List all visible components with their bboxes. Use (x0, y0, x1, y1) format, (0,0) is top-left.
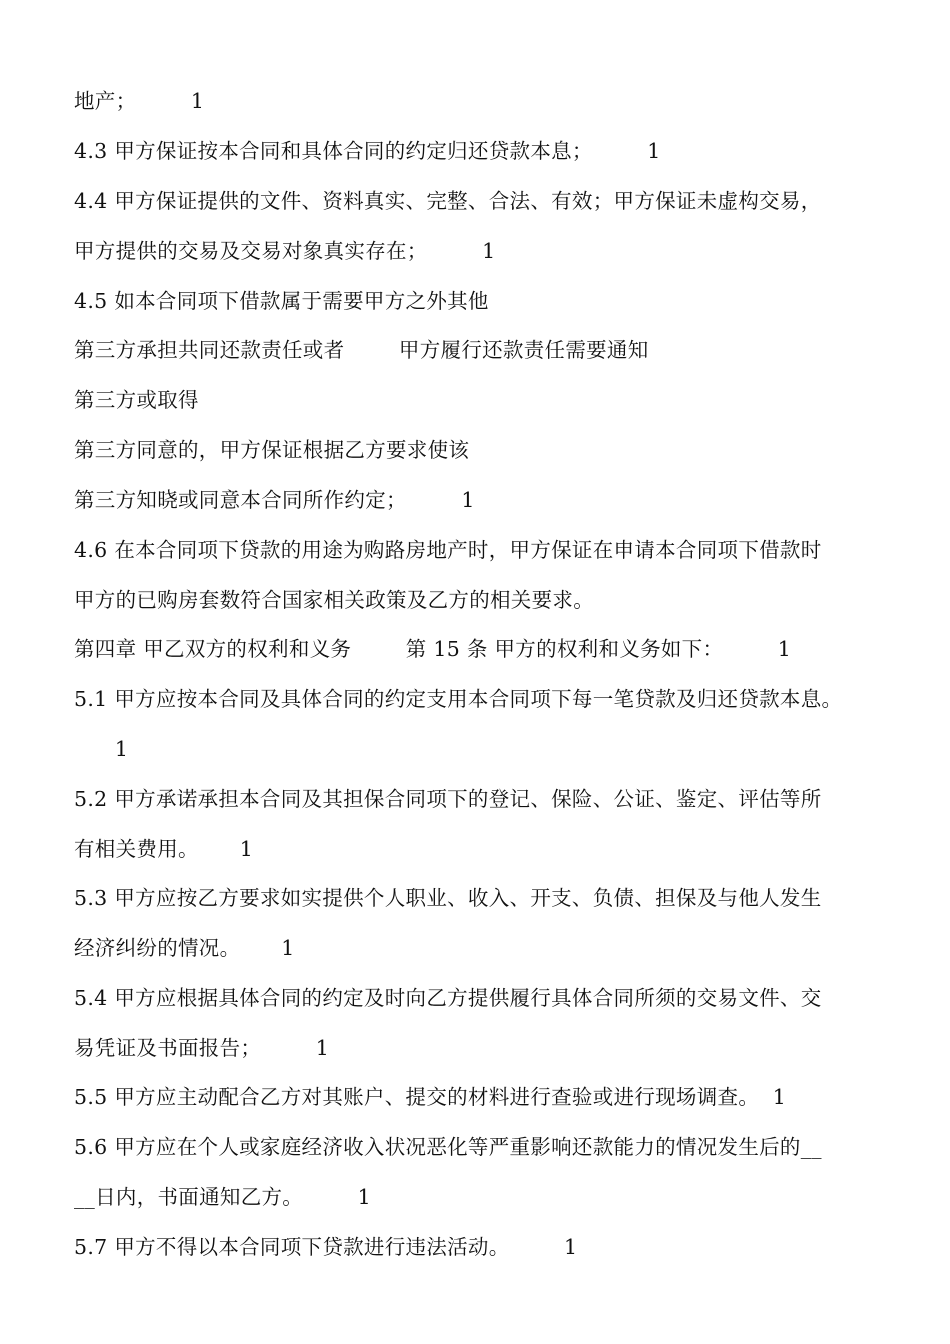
text-line: 有相关费用。 1 (74, 837, 254, 861)
chapter-heading: 第四章 甲乙双方的权利和义务 第 15 条 甲方的权利和义务如下： 1 (74, 637, 792, 661)
text-line: 4.5 如本合同项下借款属于需要甲方之外其他 (74, 289, 489, 313)
text-line: 地产； 1 (74, 89, 205, 113)
text-line: 第三方承担共同还款责任或者 甲方履行还款责任需要通知 (74, 338, 649, 362)
text-line: 甲方提供的交易及交易对象真实存在； 1 (74, 239, 496, 263)
text-line: 第三方或取得 (74, 388, 199, 412)
text-line: 第三方知晓或同意本合同所作约定； 1 (74, 488, 475, 512)
text-line: 5.3 甲方应按乙方要求如实提供个人职业、收入、开支、负债、担保及与他人发生 (74, 886, 822, 910)
text-line: 5.7 甲方不得以本合同项下贷款进行违法活动。 1 (74, 1235, 578, 1259)
text-line: 5.2 甲方承诺承担本合同及其担保合同项下的登记、保险、公证、鉴定、评估等所 (74, 787, 822, 811)
text-line: 5.6 甲方应在个人或家庭经济收入状况恶化等严重影响还款能力的情况发生后的__ (74, 1135, 822, 1159)
text-line: 甲方的已购房套数符合国家相关政策及乙方的相关要求。 (74, 588, 594, 612)
text-line: 5.5 甲方应主动配合乙方对其账户、提交的材料进行查验或进行现场调查。 1 (74, 1085, 787, 1109)
text-line: 经济纠纷的情况。 1 (74, 936, 295, 960)
text-line: 第三方同意的，甲方保证根据乙方要求使该 (74, 438, 470, 462)
text-line: 4.3 甲方保证按本合同和具体合同的约定归还贷款本息； 1 (74, 139, 661, 163)
text-line: __日内，书面通知乙方。 1 (74, 1185, 371, 1209)
text-line: 4.4 甲方保证提供的文件、资料真实、完整、合法、有效；甲方保证未虚构交易， (74, 189, 822, 213)
text-line: 5.4 甲方应根据具体合同的约定及时向乙方提供履行具体合同所须的交易文件、交 (74, 986, 822, 1010)
text-line: 4.6 在本合同项下贷款的用途为购路房地产时，甲方保证在申请本合同项下借款时 (74, 538, 822, 562)
text-line: 易凭证及书面报告； 1 (74, 1036, 330, 1060)
text-line: 1 (74, 737, 129, 761)
text-line: 5.1 甲方应按本合同及具体合同的约定支用本合同项下每一笔贷款及归还贷款本息。 (74, 687, 843, 711)
